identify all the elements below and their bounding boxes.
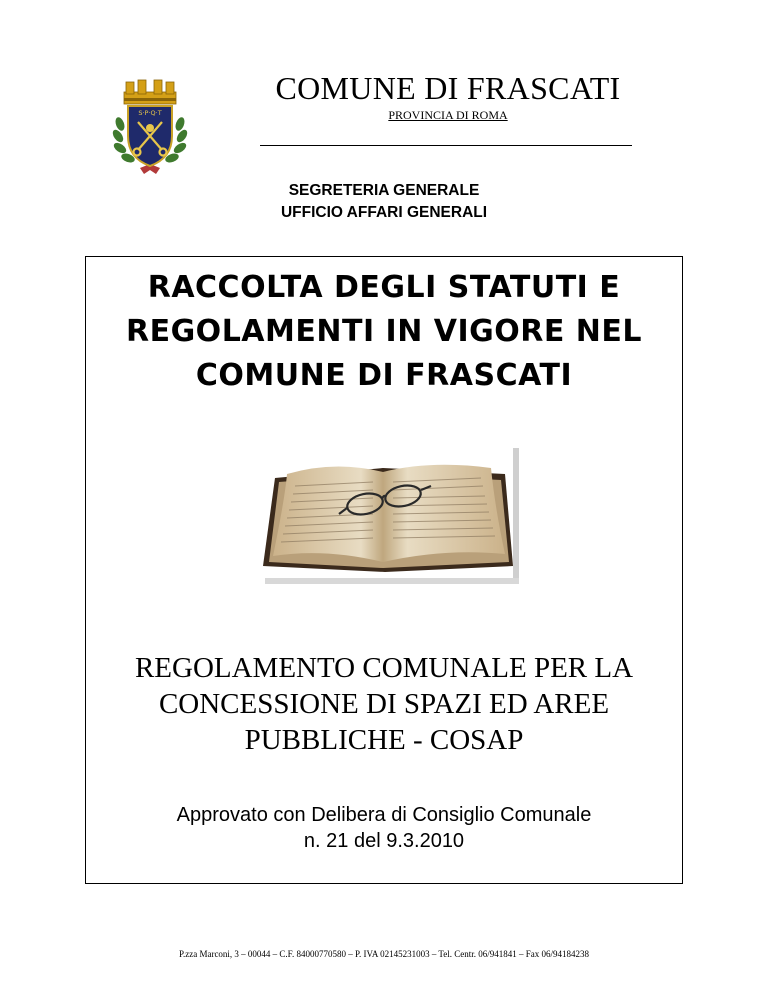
- department-line-1: SEGRETERIA GENERALE: [288, 182, 480, 199]
- footer-address: P.zza Marconi, 3 – 00044 – C.F. 84000770580 – P. IVA 02145231003 – Tel. Centr. 06/941841 – Fax 06/94184238: [178, 949, 590, 959]
- department-block: [0, 180, 768, 224]
- crest-letters: S·P·Q·T: [138, 109, 162, 117]
- approval-note: [85, 802, 683, 854]
- header-divider: [260, 145, 632, 146]
- collection-title-line: COMUNE DI FRASCATI: [195, 358, 573, 393]
- page-subtitle: PROVINCIA DI ROMA: [388, 108, 508, 122]
- regulation-title: [85, 650, 683, 758]
- approval-line: Approvato con Delibera di Consiglio Comunale: [176, 804, 592, 826]
- page-title: COMUNE DI FRASCATI: [275, 70, 621, 106]
- open-book-image: [255, 438, 525, 588]
- department-line-2: UFFICIO AFFARI GENERALI: [280, 204, 488, 221]
- approval-line: n. 21 del 9.3.2010: [303, 830, 465, 852]
- coat-of-arms-logo: [110, 74, 190, 178]
- regulation-title-line: PUBBLICHE - COSAP: [244, 724, 524, 756]
- regulation-title-line: CONCESSIONE DI SPAZI ED AREE: [158, 688, 610, 720]
- collection-title-line: REGOLAMENTI IN VIGORE NEL: [125, 314, 643, 349]
- collection-title: [85, 266, 683, 398]
- collection-title-line: RACCOLTA DEGLI STATUTI E: [147, 270, 621, 305]
- regulation-title-line: REGOLAMENTO COMUNALE PER LA: [134, 652, 634, 684]
